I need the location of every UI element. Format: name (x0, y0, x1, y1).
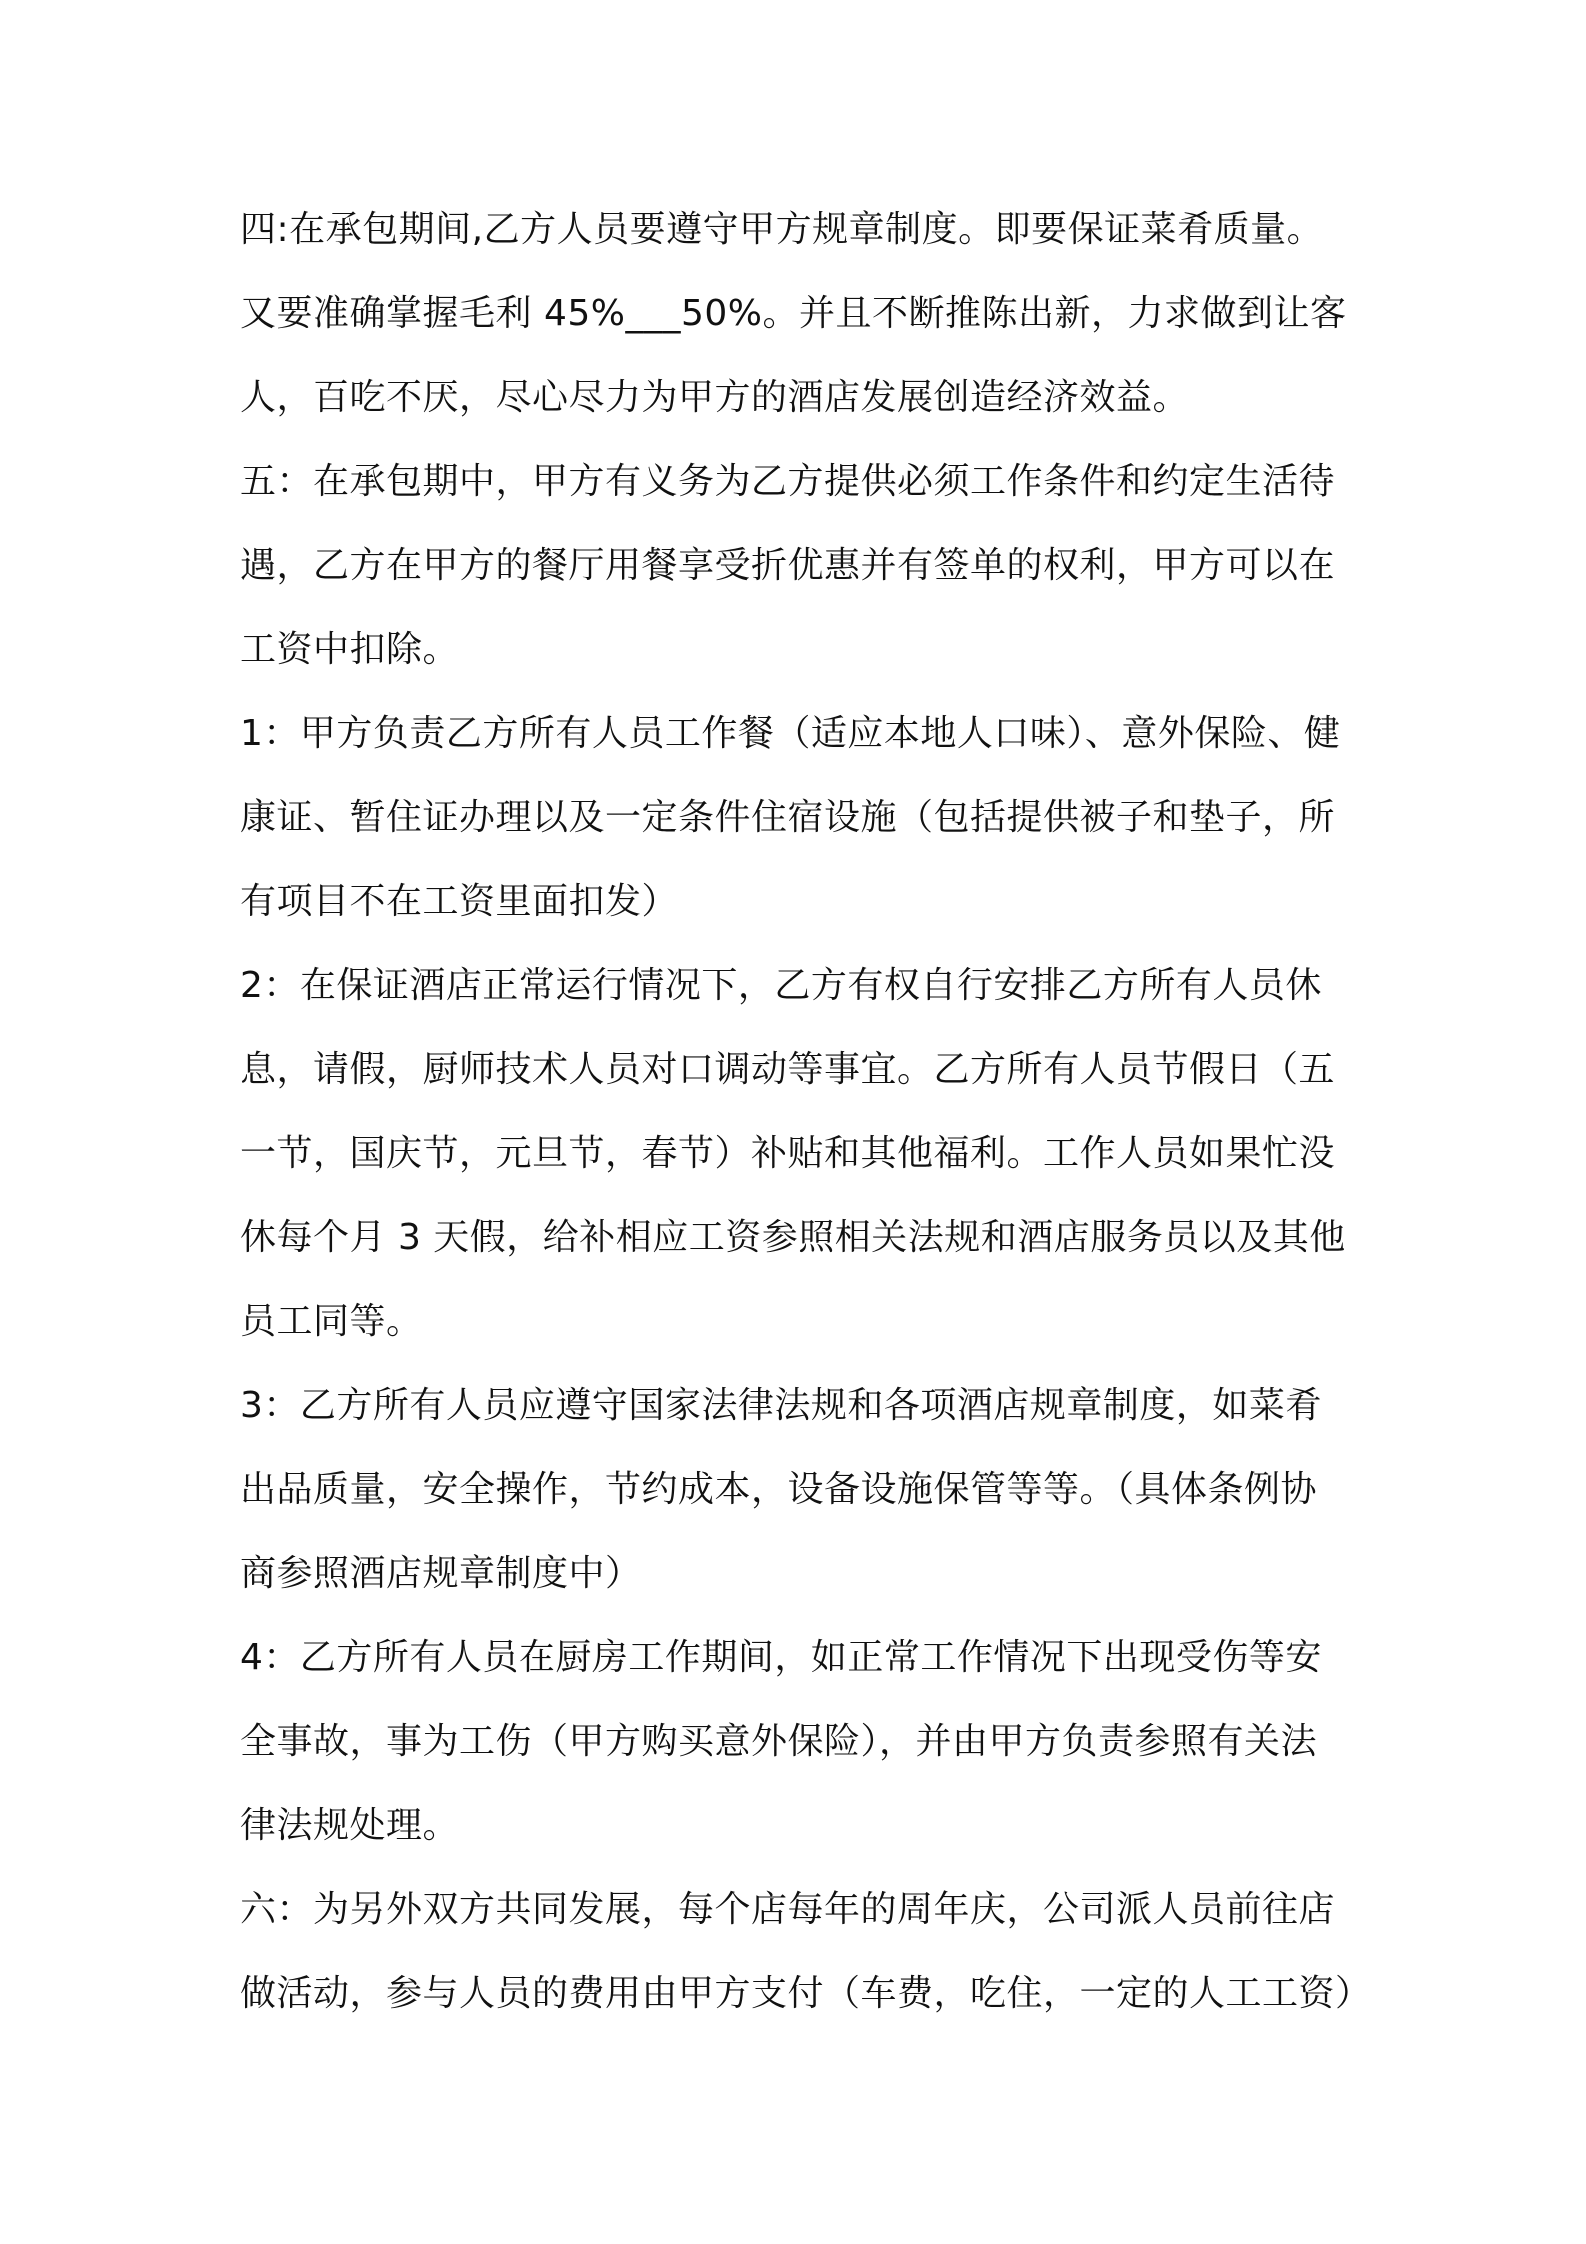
text-line: 商参照酒店规章制度中） (240, 1553, 642, 1594)
text-line: 六：为另外双方共同发展，每个店每年的周年庆，公司派人员前往店 (240, 1889, 1336, 1930)
text-line: 员工同等。 (240, 1301, 423, 1342)
text-line: 工资中扣除。 (240, 629, 460, 670)
text-line: 四:在承包期间,乙方人员要遵守甲方规章制度。即要保证菜肴质量。 (240, 209, 1324, 250)
text-line: 又要准确掌握毛利 45%___50%。并且不断推陈出新，力求做到让客 (240, 293, 1347, 334)
text-line: 休每个月 3 天假，给补相应工资参照相关法规和酒店服务员以及其他 (240, 1217, 1346, 1258)
text-line: 出品质量，安全操作，节约成本，设备设施保管等等。（具体条例协 (240, 1469, 1318, 1510)
text-line: 息，请假，厨师技术人员对口调动等事宜。乙方所有人员节假日（五 (240, 1049, 1336, 1090)
contract-text (240, 188, 1372, 2036)
text-line: 人，百吃不厌，尽心尽力为甲方的酒店发展创造经济效益。 (240, 377, 1190, 418)
text-line: 3：乙方所有人员应遵守国家法律法规和各项酒店规章制度，如菜肴 (240, 1385, 1322, 1426)
text-line: 做活动，参与人员的费用由甲方支付（车费，吃住，一定的人工工资） (240, 1973, 1372, 2014)
text-line: 全事故，事为工伤（甲方购买意外保险），并由甲方负责参照有关法 (240, 1721, 1318, 1762)
text-line: 遇，乙方在甲方的餐厅用餐享受折优惠并有签单的权利，甲方可以在 (240, 545, 1336, 586)
text-line: 1：甲方负责乙方所有人员工作餐（适应本地人口味）、意外保险、健 (240, 713, 1341, 754)
text-line: 一节，国庆节，元旦节，春节）补贴和其他福利。工作人员如果忙没 (240, 1133, 1336, 1174)
text-line: 律法规处理。 (240, 1805, 460, 1846)
text-line: 康证、暂住证办理以及一定条件住宿设施（包括提供被子和垫子，所 (240, 797, 1336, 838)
text-line: 五：在承包期中，甲方有义务为乙方提供必须工作条件和约定生活待 (240, 461, 1336, 502)
text-line: 有项目不在工资里面扣发） (240, 881, 679, 922)
text-line: 2：在保证酒店正常运行情况下，乙方有权自行安排乙方所有人员休 (240, 965, 1322, 1006)
text-line: 4：乙方所有人员在厨房工作期间，如正常工作情况下出现受伤等安 (240, 1637, 1322, 1678)
